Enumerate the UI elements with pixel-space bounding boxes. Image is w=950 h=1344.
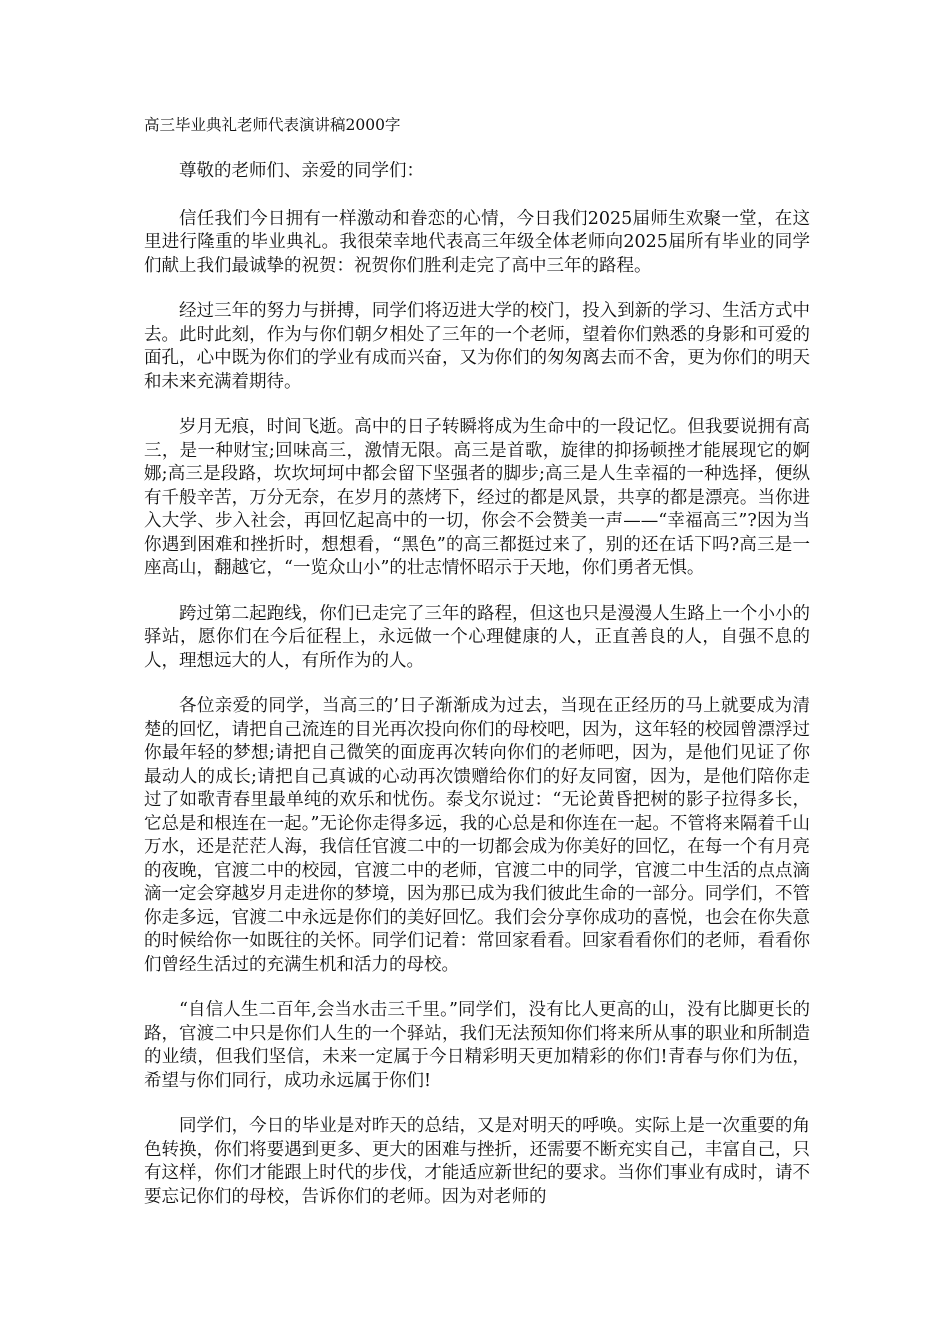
salutation: 尊敬的老师们、亲爱的同学们： (179, 161, 424, 181)
document-title: 高三毕业典礼老师代表演讲稿2000字 (144, 116, 401, 134)
paragraph-2: 经过三年的努力与拼搏，同学们将迈进大学的校门，投入到新的学习、生活方式中去。此时此刻，作为与你们朝夕相处了三年的一个老师，望着你们熟悉的身影和可爱的面孔，心中既为你们的学业有成而兴奋，又为你们的匆匆离去而不舍，更为你们的明天和未来充满着期待。 (144, 301, 810, 392)
document-page (144, 114, 810, 1231)
paragraph-1: 信任我们今日拥有一样激动和眷恋的心情，今日我们2025届师生欢聚一堂，在这里进行隆重的毕业典礼。我很荣幸地代表高三年级全体老师向2025届所有毕业的同学们献上我们最诚挚的祝贺：祝贺你们胜利走完了高中三年的路程。 (144, 208, 810, 276)
paragraph-6: “自信人生二百年,会当水击三千里。”同学们，没有比人更高的山，没有比脚更长的路，官渡二中只是你们人生的一个驿站，我们无法预知你们将来所从事的职业和所制造的业绩，但我们坚信，未来一定属于今日精彩明天更加精彩的你们!青春与你们为伍，希望与你们同行，成功永远属于你们! (144, 1000, 810, 1091)
paragraph-3: 岁月无痕，时间飞逝。高中的日子转瞬将成为生命中的一段记忆。但我要说拥有高三，是一种财宝;回味高三，激情无限。高三是首歌，旋律的抑扬顿挫才能展现它的婀娜;高三是段路，坎坎坷坷中都会留下坚强者的脚步;高三是人生幸福的一种选择，便纵有千般辛苦，万分无奈，在岁月的蒸烤下，经过的都是风景，共享的都是漂亮。当你进入大学、步入社会，再回忆起高中的一切，你会不会赞美一声——“幸福高三”?因为当你遇到困难和挫折时，想想看，“黑色”的高三都挺过来了，别的还在话下吗?高三是一座高山，翻越它，“一览众山小”的壮志情怀昭示于天地，你们勇者无惧。 (144, 417, 810, 578)
paragraph-5: 各位亲爱的同学，当高三的’日子渐渐成为过去，当现在正经历的马上就要成为清楚的回忆，请把自己流连的目光再次投向你们的母校吧，因为，这年轻的校园曾漂浮过你最年轻的梦想;请把自己微笑的面庞再次转向你们的老师吧，因为，是他们见证了你最动人的成长;请把自己真诚的心动再次馈赠给你们的好友同窗，因为，是他们陪你走过了如歌青春里最单纯的欢乐和忧伤。泰戈尔说过：“无论黄昏把树的影子拉得多长，它总是和根连在一起。”无论你走得多远，我的心总是和你连在一起。不管将来隔着千山万水，还是茫茫人海，我信任官渡二中的一切都会成为你美好的回忆，在每一个有月亮的夜晚，官渡二中的校园，官渡二中的老师，官渡二中的同学，官渡二中生活的点点滴滴一定会穿越岁月走进你的梦境，因为那已成为我们彼此生命的一部分。同学们，不管你走多远，官渡二中永远是你们的美好回忆。我们会分享你成功的喜悦，也会在你失意的时候给你一如既往的关怀。同学们记着：常回家看看。回家看看你们的老师，看看你们曾经生活过的充满生机和活力的母校。 (144, 696, 810, 975)
paragraph-7: 同学们，今日的毕业是对昨天的总结，又是对明天的呼唤。实际上是一次重要的角色转换，你们将要遇到更多、更大的困难与挫折，还需要不断充实自己，丰富自己，只有这样，你们才能跟上时代的步伐，才能适应新世纪的要求。当你们事业有成时，请不要忘记你们的母校，告诉你们的老师。因为对老师的 (144, 1116, 810, 1207)
paragraph-4: 跨过第二起跑线，你们已走完了三年的路程，但这也只是漫漫人生路上一个小小的驿站，愿你们在今后征程上，永远做一个心理健康的人，正直善良的人，自强不息的人，理想远大的人，有所作为的人。 (144, 603, 810, 671)
